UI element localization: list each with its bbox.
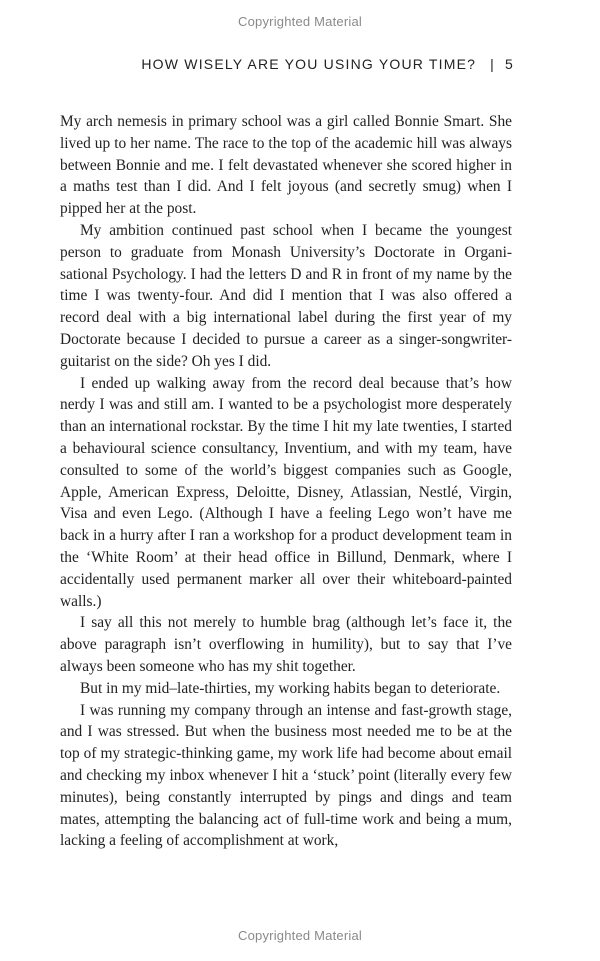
paragraph-1: My arch nemesis in primary school was a girl called Bonnie Smart. She lived up to her name. The race to the top of the academic hill was always between Bonnie and me. I felt devastated whenever she scored higher in a maths test than I did. And I felt joyous (and secretly smug) when I pipped her at the post. [60,113,512,218]
paragraph-6: I was running my company through an intense and fast-growth stage, and I was stressed. But when the business most needed me to be at the top of my strategic-thinking game, my work life had become about email and checking my inbox whenever I hit a ‘stuck’ point (literally every few minutes), being constantly interrupted by pings and dings and team mates, attempting the balancing act of full-time work and being a mum, lacking a feeling of accomplishment at work, [60,701,512,850]
header-separator: | [490,56,495,72]
running-head [141,56,514,72]
paragraph-5: But in my mid–late-thirties, my working habits began to deteriorate. [80,679,501,697]
watermark-bottom: Copyrighted Material [238,928,362,943]
paragraph-2: My ambition continued past school when I became the youngest person to graduate from Monash University’s Doctorate in Organisational Psychology. I had the letters D and R in front of my name by the time I was twenty-four. And did I mention that I was also offered a record deal with a big international label during the first year of my Doctorate because I decided to pursue a career as a singer-songwriter-guitarist on the side? Oh yes I did. [60,221,512,370]
body-text [60,111,512,852]
page-number: 5 [505,56,514,72]
watermark-top: Copyrighted Material [238,14,362,29]
paragraph-4: I say all this not merely to humble brag (although let’s face it, the above paragraph isn’t overflowing in humility), but to say that I’ve always been someone who has my shit together. [60,614,512,675]
paragraph-3: I ended up walking away from the record deal because that’s how nerdy I was and still am. I wanted to be a psychologist more desperately than an international rockstar. By the time I hit my late twenties, I started a behavioural science consultancy, Inventium, and with my team, have consulted to some of the world’s biggest companies such as Google, Apple, American Express, Deloitte, Disney, Atlassian, Nestlé, Virgin, Visa and even Lego. (Although I have a feeling Lego won’t have me back in a hurry after I ran a workshop for a product development team in the ‘White Room’ at their head office in Billund, Denmark, where I accidentally used permanent marker all over their whiteboard-painted walls.) [60,374,512,610]
chapter-title: HOW WISELY ARE YOU USING YOUR TIME? [141,56,477,72]
